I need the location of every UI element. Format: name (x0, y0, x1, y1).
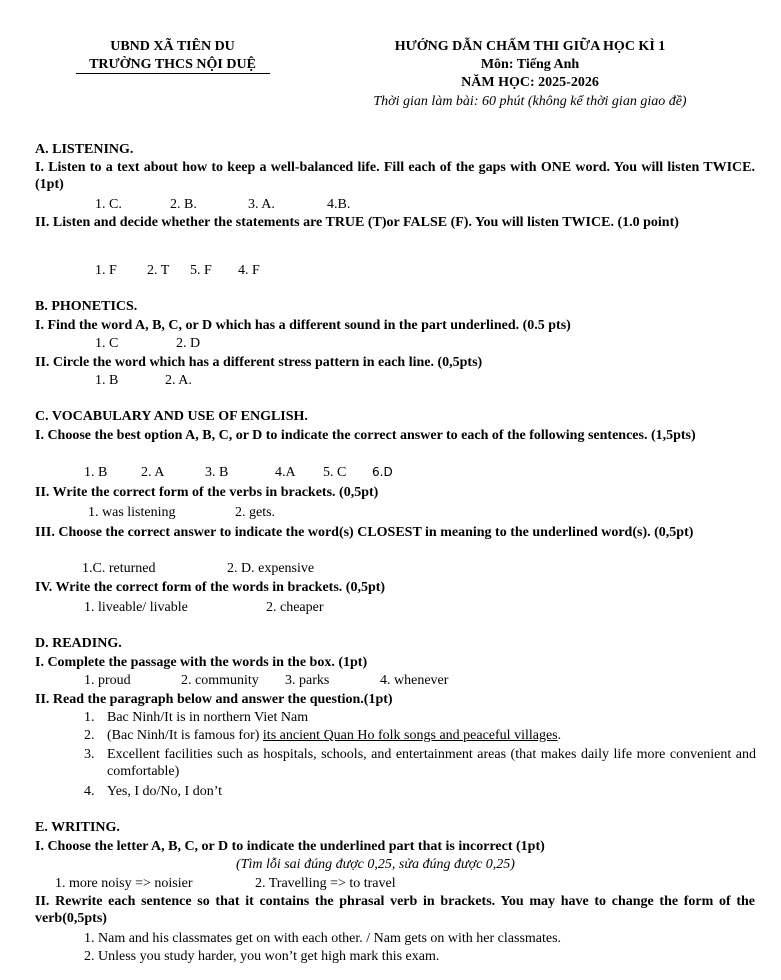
answer: 5. F (190, 263, 212, 278)
answer: 1. more noisy => noisier (55, 876, 193, 891)
answer: 2. B. (170, 197, 197, 212)
reading-answer-period: . (557, 728, 562, 743)
section-d-heading: D. READING. (35, 636, 122, 651)
reading-answer: Yes, I do/No, I don’t (107, 784, 222, 799)
section-a-heading: A. LISTENING. (35, 142, 134, 157)
answer: 4. whenever (380, 673, 449, 688)
answer: 1.C. returned (82, 561, 156, 576)
section-c-question-4: IV. Write the correct form of the words in brackets. (0,5pt) (35, 580, 386, 595)
answer: 2. T (147, 263, 170, 278)
section-b-heading: B. PHONETICS. (35, 299, 138, 314)
section-a-question-2: II. Listen and decide whether the statements are TRUE (T)or FALSE (F). You will listen TWICE. (1.0 point) (35, 215, 679, 230)
reading-answer-prefix: (Bac Ninh/It is famous for) (107, 728, 263, 743)
answer: 2. gets. (235, 505, 276, 520)
reading-answer-number: 1. (84, 710, 95, 725)
school-year: NĂM HỌC: 2025-2026 (461, 75, 599, 90)
answer: 1. C. (95, 197, 122, 212)
answer: 2. cheaper (266, 600, 324, 615)
answer: 2. D (176, 336, 201, 351)
answer: 2. A (141, 465, 165, 480)
answer: 2. community (181, 673, 259, 688)
section-c-heading: C. VOCABULARY AND USE OF ENGLISH. (35, 409, 308, 424)
section-e-question-1: I. Choose the letter A, B, C, or D to indicate the underlined part that is incorrect (1pt) (35, 839, 545, 854)
answer: 3. parks (285, 673, 330, 688)
answer: 1. F (95, 263, 117, 278)
section-e-q2-answer-2: 2. Unless you study harder, you won’t get high mark this exam. (84, 949, 440, 964)
answer: 4.A (275, 465, 296, 480)
section-e-heading: E. WRITING. (35, 820, 120, 835)
answer: 6.D (372, 465, 393, 479)
answer: 1. C (95, 336, 119, 351)
answer: 5. C (323, 465, 347, 480)
reading-answer: Bac Ninh/It is in northern Viet Nam (107, 710, 309, 725)
reading-answer-underlined: its ancient Quan Ho folk songs and peaceful villages (262, 728, 558, 743)
answer: 2. D. expensive (227, 561, 315, 576)
section-b-question-1: I. Find the word A, B, C, or D which has a different sound in the part underlined. (0.5 pts) (35, 318, 571, 333)
reading-answer-number: 4. (84, 784, 95, 799)
reading-answer-number: 3. (84, 747, 95, 762)
answer: 1. B (95, 373, 119, 388)
answer: 2. A. (165, 373, 192, 388)
school-name: TRƯỜNG THCS NỘI DUỆ (89, 57, 256, 72)
answer: 1. was listening (88, 505, 176, 520)
section-c-question-1: I. Choose the best option A, B, C, or D to indicate the correct answer to each of the following sentences. (1,5pts) (35, 428, 696, 443)
document-title: HƯỚNG DẪN CHẤM THI GIỮA HỌC KÌ 1 (394, 39, 666, 54)
section-a-question-1: I. Listen to a text about how to keep a well-balanced life. Fill each of the gaps with ONE word. You will listen TWICE.(1pt) (35, 160, 755, 192)
reading-answer: Excellent facilities such as hospitals, schools, and entertainment areas (that makes daily life more convenient and comfortable) (107, 747, 756, 779)
section-d-question-1: I. Complete the passage with the words in the box. (1pt) (35, 655, 368, 670)
answer: 2. Travelling => to travel (255, 876, 396, 891)
answer: 1. liveable/ livable (84, 600, 188, 615)
section-e-q1-note: (Tìm lỗi sai đúng được 0,25, sửa đúng được 0,25) (236, 857, 515, 872)
section-c-question-3: III. Choose the correct answer to indicate the word(s) CLOSEST in meaning to the underlined word(s). (0,5pt) (35, 525, 694, 540)
section-b-question-2: II. Circle the word which has a different stress pattern in each line. (0,5pts) (35, 355, 483, 370)
answer: 4.B. (327, 197, 351, 212)
answer: 3. B (205, 465, 229, 480)
section-e-q2-answer-1: 1. Nam and his classmates get on with each other. / Nam gets on with her classmates. (84, 931, 562, 946)
reading-answer (107, 727, 561, 744)
answer: 1. proud (84, 673, 131, 688)
reading-answer-number: 2. (84, 728, 95, 743)
section-c-question-2: II. Write the correct form of the verbs in brackets. (0,5pt) (35, 485, 379, 500)
exam-duration: Thời gian làm bài: 60 phút (không kể thời gian giao đề) (373, 94, 687, 109)
subject: Môn: Tiếng Anh (480, 57, 580, 72)
answer: 1. B (84, 465, 108, 480)
answer: 3. A. (248, 197, 275, 212)
school-district: UBND XÃ TIÊN DU (110, 39, 235, 54)
section-e-question-2: II. Rewrite each sentence so that it contains the phrasal verb in brackets. You may have to change the form of the verb(0,5pts) (35, 894, 755, 926)
section-d-question-2: II. Read the paragraph below and answer the question.(1pt) (35, 692, 393, 707)
answer: 4. F (238, 263, 260, 278)
header-divider (76, 73, 270, 74)
